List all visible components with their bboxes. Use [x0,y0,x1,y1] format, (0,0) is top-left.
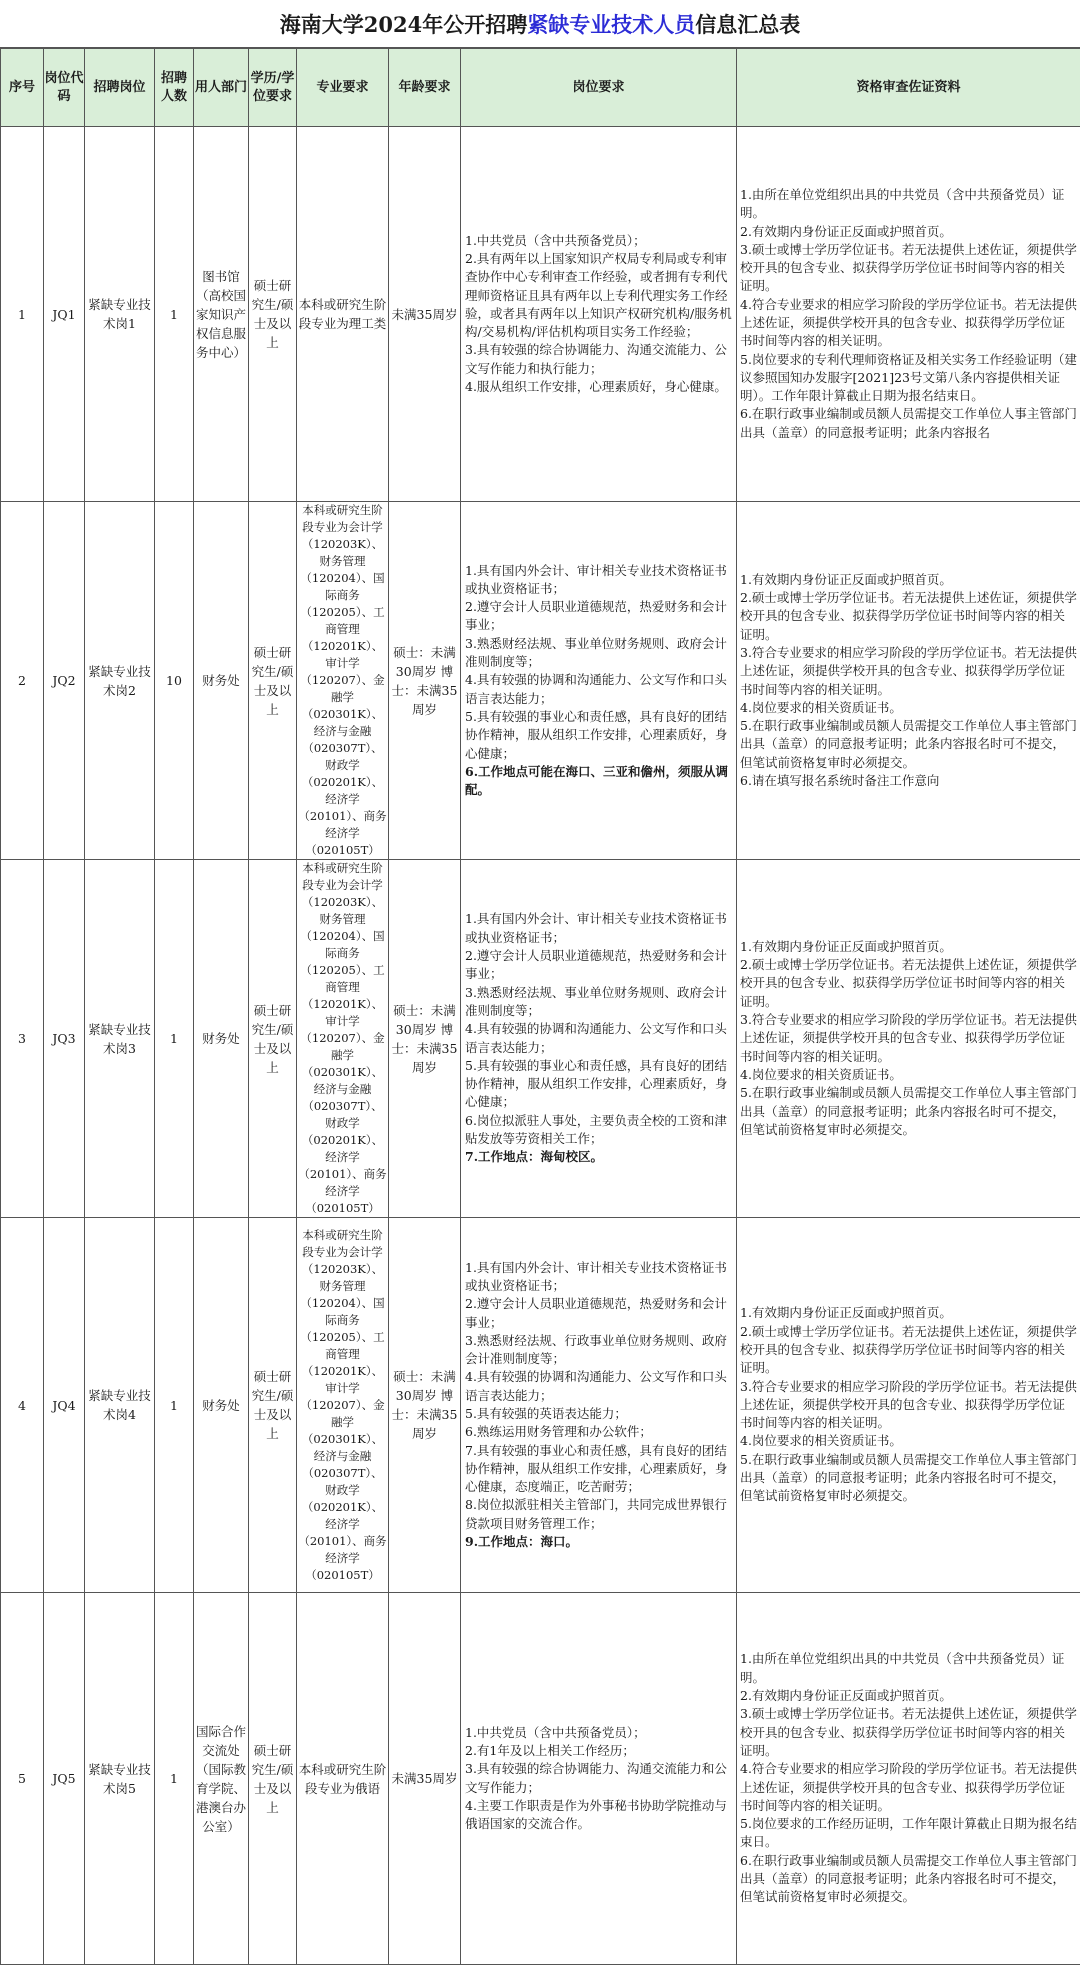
title-highlight: 紧缺专业技术人员 [527,9,695,39]
requirement-item: 4.具有较强的协调和沟通能力、公文写作和口头语言表达能力； [465,671,732,708]
document-item: 3.符合专业要求的相应学习阶段的学历学位证书。若无法提供上述佐证，须提供学校开具的包含专业、拟获得学历学位证书时间等内容的相关证明。 [740,1378,1077,1433]
requirement-item: 3.具有较强的综合协调能力、沟通交流能力、公文写作能力和执行能力； [465,341,732,378]
table-row [1,860,1080,1218]
table-row [1,1593,1080,1965]
post-code: JQ4 [44,1218,85,1593]
verification-documents [737,1218,1080,1593]
document-item: 4.符合专业要求的相应学习阶段的学历学位证书。若无法提供上述佐证，须提供学校开具的包含专业、拟获得学历学位证书时间等内容的相关证明。 [740,1760,1077,1815]
document-item: 4.岗位要求的相关资质证书。 [740,1432,1077,1450]
requirement-item: 8.岗位拟派驻相关主管部门，共同完成世界银行贷款项目财务管理工作； [465,1496,732,1533]
header-count: 招聘人数 [155,49,194,127]
requirement-item: 2.遵守会计人员职业道德规范，热爱财务和会计事业； [465,1295,732,1332]
department: 财务处 [194,502,249,860]
requirement-item: 7.具有较强的事业心和责任感，具有良好的团结协作精神，服从组织工作安排，心理素质好，身心健康，态度端正，吃苦耐劳； [465,1442,732,1497]
table-header-row [1,49,1080,127]
education-requirement: 硕士研究生/硕士及以上 [249,1218,297,1593]
department: 财务处 [194,1218,249,1593]
header-code: 岗位代码 [44,49,85,127]
requirement-item: 2.遵守会计人员职业道德规范，热爱财务和会计事业； [465,947,732,984]
requirement-item: 6.岗位拟派驻人事处，主要负责全校的工资和津贴发放等劳资相关工作； [465,1112,732,1149]
document-item: 1.有效期内身份证正反面或护照首页。 [740,938,1077,956]
header-post: 招聘岗位 [85,49,155,127]
title-prefix: 海南大学2024年公开招聘 [280,9,527,39]
row-number: 2 [1,502,44,860]
header-major: 专业要求 [297,49,389,127]
hire-count: 1 [155,1218,194,1593]
post-requirements [461,860,737,1218]
document-item: 5.在职行政事业编制或员额人员需提交工作单位人事主管部门出具（盖章）的同意报考证明；此条内容报名时可不提交，但笔试前资格复审时必须提交。 [740,1084,1077,1139]
requirement-item: 5.具有较强的事业心和责任感，具有良好的团结协作精神，服从组织工作安排，心理素质好，身心健康； [465,708,732,763]
post-code: JQ5 [44,1593,85,1965]
department: 图书馆（高校国家知识产权信息服务中心） [194,127,249,502]
document-item: 4.岗位要求的相关资质证书。 [740,699,1077,717]
document-item: 3.符合专业要求的相应学习阶段的学历学位证书。若无法提供上述佐证，须提供学校开具的包含专业、拟获得学历学位证书时间等内容的相关证明。 [740,644,1077,699]
document-item: 4.符合专业要求的相应学习阶段的学历学位证书。若无法提供上述佐证，须提供学校开具的包含专业、拟获得学历学位证书时间等内容的相关证明。 [740,296,1077,351]
post-requirements [461,127,737,502]
hire-count: 1 [155,1593,194,1965]
document-item: 5.在职行政事业编制或员额人员需提交工作单位人事主管部门出具（盖章）的同意报考证明；此条内容报名时可不提交，但笔试前资格复审时必须提交。 [740,1451,1077,1506]
requirement-item: 7.工作地点：海甸校区。 [465,1148,732,1166]
document-item: 1.有效期内身份证正反面或护照首页。 [740,571,1077,589]
requirement-item: 2.遵守会计人员职业道德规范，热爱财务和会计事业； [465,598,732,635]
header-age: 年龄要求 [389,49,461,127]
document-item: 3.硕士或博士学历学位证书。若无法提供上述佐证，须提供学校开具的包含专业、拟获得学历学位证书时间等内容的相关证明。 [740,241,1077,296]
major-requirement: 本科或研究生阶段专业为会计学（120203K）、财务管理（120204）、国际商务（120205）、工商管理（120201K）、审计学（120207）、金融学（020301K）、经济与金融（020307T）、财政学（020201K）、经济学（20101）、商务经济学（020105T） [297,502,389,860]
header-requirements: 岗位要求 [461,49,737,127]
document-item: 5.岗位要求的专利代理师资格证及相关实务工作经验证明（建议参照国知办发服字[2021]23号文第八条内容提供相关证明）。工作年限计算截止日期为报名结束日。 [740,351,1077,406]
header-no: 序号 [1,49,44,127]
requirement-item: 6.熟练运用财务管理和办公软件； [465,1423,732,1441]
post-code: JQ1 [44,127,85,502]
requirement-item: 4.具有较强的协调和沟通能力、公文写作和口头语言表达能力； [465,1020,732,1057]
requirement-item: 4.主要工作职责是作为外事秘书协助学院推动与俄语国家的交流合作。 [465,1797,732,1834]
verification-documents [737,1593,1080,1965]
document-item: 2.有效期内身份证正反面或护照首页。 [740,1687,1077,1705]
verification-documents [737,860,1080,1218]
row-number: 1 [1,127,44,502]
document-item: 2.硕士或博士学历学位证书。若无法提供上述佐证，须提供学校开具的包含专业、拟获得学历学位证书时间等内容的相关证明。 [740,1323,1077,1378]
major-requirement: 本科或研究生阶段专业为会计学（120203K）、财务管理（120204）、国际商务（120205）、工商管理（120201K）、审计学（120207）、金融学（020301K）、经济与金融（020307T）、财政学（020201K）、经济学（20101）、商务经济学（020105T） [297,1218,389,1593]
department: 国际合作交流处（国际教育学院、港澳台办公室） [194,1593,249,1965]
age-requirement: 硕士：未满30周岁 博士：未满35周岁 [389,860,461,1218]
post-name: 紧缺专业技术岗4 [85,1218,155,1593]
verification-documents [737,127,1080,502]
education-requirement: 硕士研究生/硕士及以上 [249,502,297,860]
document-item: 2.有效期内身份证正反面或护照首页。 [740,223,1077,241]
requirement-item: 3.具有较强的综合协调能力、沟通交流能力和公文写作能力； [465,1760,732,1797]
requirement-item: 1.具有国内外会计、审计相关专业技术资格证书或执业资格证书； [465,1259,732,1296]
document-item: 2.硕士或博士学历学位证书。若无法提供上述佐证，须提供学校开具的包含专业、拟获得学历学位证书时间等内容的相关证明。 [740,956,1077,1011]
major-requirement: 本科或研究生阶段专业为俄语 [297,1593,389,1965]
table-row [1,1218,1080,1593]
requirement-item: 4.服从组织工作安排，心理素质好，身心健康。 [465,378,732,396]
requirement-item: 3.熟悉财经法规、事业单位财务规则、政府会计准则制度等； [465,635,732,672]
requirement-item: 2.有1年及以上相关工作经历； [465,1742,732,1760]
major-requirement: 本科或研究生阶段专业为会计学（120203K）、财务管理（120204）、国际商务（120205）、工商管理（120201K）、审计学（120207）、金融学（020301K）、经济与金融（020307T）、财政学（020201K）、经济学（20101）、商务经济学（020105T） [297,860,389,1218]
table-row [1,502,1080,860]
document-item: 3.符合专业要求的相应学习阶段的学历学位证书。若无法提供上述佐证，须提供学校开具的包含专业、拟获得学历学位证书时间等内容的相关证明。 [740,1011,1077,1066]
document-item: 2.硕士或博士学历学位证书。若无法提供上述佐证，须提供学校开具的包含专业、拟获得学历学位证书时间等内容的相关证明。 [740,589,1077,644]
row-number: 3 [1,860,44,1218]
document-item: 3.硕士或博士学历学位证书。若无法提供上述佐证，须提供学校开具的包含专业、拟获得学历学位证书时间等内容的相关证明。 [740,1705,1077,1760]
verification-documents [737,502,1080,860]
requirement-item: 6.工作地点可能在海口、三亚和儋州，须服从调配。 [465,763,732,800]
post-code: JQ2 [44,502,85,860]
requirement-item: 1.具有国内外会计、审计相关专业技术资格证书或执业资格证书； [465,562,732,599]
document-item: 5.岗位要求的工作经历证明，工作年限计算截止日期为报名结束日。 [740,1815,1077,1852]
requirement-item: 3.熟悉财经法规、事业单位财务规则、政府会计准则制度等； [465,984,732,1021]
post-code: JQ3 [44,860,85,1218]
post-name: 紧缺专业技术岗3 [85,860,155,1218]
education-requirement: 硕士研究生/硕士及以上 [249,860,297,1218]
header-edu: 学历/学位要求 [249,49,297,127]
age-requirement: 硕士：未满30周岁 博士：未满35周岁 [389,1218,461,1593]
document-item: 6.请在填写报名系统时备注工作意向 [740,772,1077,790]
hire-count: 1 [155,127,194,502]
table-row [1,127,1080,502]
requirement-item: 1.中共党员（含中共预备党员）； [465,1724,732,1742]
header-documents: 资格审查佐证资料 [737,49,1080,127]
requirement-item: 1.具有国内外会计、审计相关专业技术资格证书或执业资格证书； [465,910,732,947]
requirement-item: 1.中共党员（含中共预备党员）； [465,232,732,250]
education-requirement: 硕士研究生/硕士及以上 [249,1593,297,1965]
document-item: 1.由所在单位党组织出具的中共党员（含中共预备党员）证明。 [740,1650,1077,1687]
document-item: 1.由所在单位党组织出具的中共党员（含中共预备党员）证明。 [740,186,1077,223]
requirement-item: 4.具有较强的协调和沟通能力、公文写作和口头语言表达能力； [465,1368,732,1405]
row-number: 5 [1,1593,44,1965]
row-number: 4 [1,1218,44,1593]
education-requirement: 硕士研究生/硕士及以上 [249,127,297,502]
age-requirement: 未满35周岁 [389,1593,461,1965]
requirement-item: 9.工作地点：海口。 [465,1533,732,1551]
post-name: 紧缺专业技术岗5 [85,1593,155,1965]
age-requirement: 硕士：未满30周岁 博士：未满35周岁 [389,502,461,860]
header-dept: 用人部门 [194,49,249,127]
document-item: 5.在职行政事业编制或员额人员需提交工作单位人事主管部门出具（盖章）的同意报考证明；此条内容报名时可不提交，但笔试前资格复审时必须提交。 [740,717,1077,772]
requirement-item: 5.具有较强的事业心和责任感，具有良好的团结协作精神，服从组织工作安排，心理素质好，身心健康； [465,1057,732,1112]
document-item: 4.岗位要求的相关资质证书。 [740,1066,1077,1084]
document-item: 6.在职行政事业编制或员额人员需提交工作单位人事主管部门出具（盖章）的同意报考证明；此条内容报名 [740,405,1077,442]
page-title [0,0,1080,48]
age-requirement: 未满35周岁 [389,127,461,502]
document-item: 6.在职行政事业编制或员额人员需提交工作单位人事主管部门出具（盖章）的同意报考证明；此条内容报名时可不提交，但笔试前资格复审时必须提交。 [740,1852,1077,1907]
title-suffix: 信息汇总表 [695,9,800,39]
post-requirements [461,502,737,860]
requirement-item: 2.具有两年以上国家知识产权局专利局或专利审查协作中心专利审查工作经验，或者拥有专利代理师资格证且具有两年以上专利代理实务工作经验，或者具有两年以上知识产权研究机构/服务机构/交易机构/评估机构项目实务工作经验； [465,250,732,341]
hire-count: 1 [155,860,194,1218]
department: 财务处 [194,860,249,1218]
post-requirements [461,1593,737,1965]
hire-count: 10 [155,502,194,860]
document-item: 1.有效期内身份证正反面或护照首页。 [740,1304,1077,1322]
post-name: 紧缺专业技术岗1 [85,127,155,502]
major-requirement: 本科或研究生阶段专业为理工类 [297,127,389,502]
post-requirements [461,1218,737,1593]
requirement-item: 5.具有较强的英语表达能力； [465,1405,732,1423]
requirement-item: 3.熟悉财经法规、行政事业单位财务规则、政府会计准则制度等； [465,1332,732,1369]
post-name: 紧缺专业技术岗2 [85,502,155,860]
recruitment-table [0,48,1080,1965]
